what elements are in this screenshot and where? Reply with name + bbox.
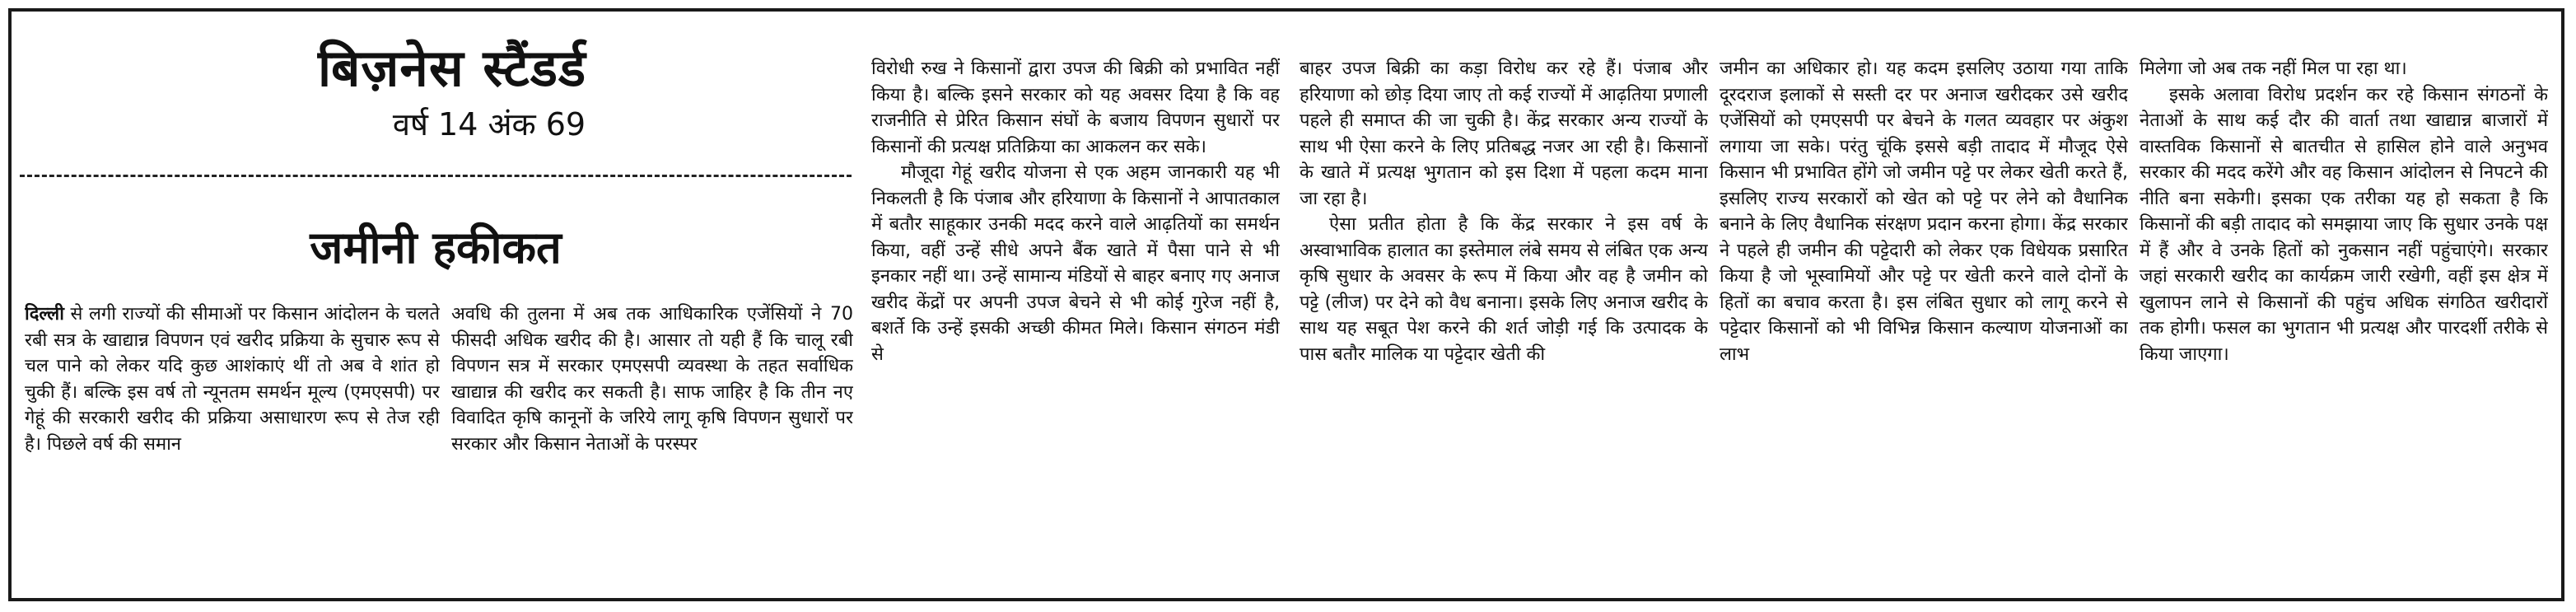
paragraph: मिलेगा जो अब तक नहीं मिल पा रहा था।	[2140, 58, 2407, 79]
article-column-6	[2140, 56, 2548, 583]
paragraph: जमीन का अधिकार हो। यह कदम इसलिए उठाया गया ताकि दूरदराज इलाकों से सस्ती दर पर अनाज खरीदकर उसे खरीद एजेंसियों को एमएसपी पर बेचने के गलत व्यवहार पर अंकुश लगाया जा सके। परंतु चूंकि इससे बड़ी तादाद में मौजूद ऐसे किसान भी प्रभावित होंगे जो जमीन पट्टे पर लेकर खेती करते हैं, इसलिए राज्य सरकारों को खेत को पट्टे पर लेने को वैधानिक बनाने के लिए वैधानिक संरक्षण प्रदान करना होगा। केंद्र सरकार ने पहले ही जमीन की पट्टेदारी को लेकर एक विधेयक प्रसारित किया है जो भूस्वामियों और पट्टे पर खेती करने वाले दोनों के हितों का बचाव करता है। इस लंबित सुधार को लागू करने से पट्टेदार किसानों को भी विभिन्न किसान कल्याण योजनाओं का लाभ	[1720, 58, 2128, 365]
article-column-3	[871, 56, 1280, 583]
dateline: दिल्ली	[25, 304, 64, 325]
column-text: अवधि की तुलना में अब तक आधिकारिक एजेंसियों ने 70 फीसदी अधिक खरीद की है। आसार तो यही हैं कि चालू रबी विपणन सत्र में सरकार एमएसपी व्यवस्था के तहत सर्वाधिक खाद्यान्न की खरीद कर सकती है। साफ जाहिर है कि तीन नए विवादित कृषि कानूनों के जरिये लागू कृषि विपणन सुधारों पर सरकार और किसान नेताओं के परस्पर	[451, 304, 853, 455]
paragraph: बाहर उपज बिक्री का कड़ा विरोध कर रहे हैं। पंजाब और हरियाणा को छोड़ दिया जाए तो कई राज्यों में आढ़तिया प्रणाली पहले ही समाप्त की जा चुकी है। केंद्र सरकार अन्य राज्यों के साथ भी ऐसा करने के लिए प्रतिबद्ध नजर आ रही है। किसानों के खाते में प्रत्यक्ष भुगतान को इस दिशा में पहला कदम माना जा रहा है।	[1300, 58, 1708, 209]
paragraph: मौजूदा गेहूं खरीद योजना से एक अहम जानकारी यह भी निकलती है कि पंजाब और हरियाणा के किसानों ने आपातकाल में बतौर साहूकार उनकी मदद करने वाले आढ़तियों का समर्थन किया, वहीं उन्हें सीधे अपने बैंक खाते में पैसा पाने से भी इनकार नहीं था। उन्हें सामान्य मंडियों से बाहर बनाए गए अनाज खरीद केंद्रों पर अपनी उपज बेचने से भी कोई गुरेज नहीं है, बशर्ते कि उन्हें इसकी अच्छी कीमत मिले। किसान संगठन मंडी से	[871, 162, 1280, 365]
paragraph: ऐसा प्रतीत होता है कि केंद्र सरकार ने इस वर्ष के अस्वाभाविक हालात का इस्तेमाल लंबे समय से लंबित एक अन्य कृषि सुधार के अवसर के रूप में किया और वह है जमीन को पट्टे (लीज) पर देने को वैध बनाना। इसके लिए अनाज खरीद के साथ यह सबूत पेश करने की शर्त जोड़ी गई कि उत्पादक के पास बतौर मालिक या पट्टेदार खेती की	[1300, 214, 1708, 365]
article-headline: जमीनी हकीकत	[310, 222, 562, 273]
dashed-divider	[20, 175, 852, 177]
article-column-2	[451, 301, 853, 582]
column-text: से लगी राज्यों की सीमाओं पर किसान आंदोलन के चलते रबी सत्र के खाद्यान्न विपणन एवं खरीद प्रक्रिया के सुचारु रूप से चल पाने को लेकर यदि कुछ आशंकाएं थीं तो अब वे शांत हो चुकी हैं। बल्कि इस वर्ष तो न्यूनतम समर्थन मूल्य (एमएसपी) पर गेहूं की सरकारी खरीद की प्रक्रिया असाधारण रूप से तेज रही है। पिछले वर्ष की समान	[25, 304, 440, 455]
article-column-5	[1720, 56, 2128, 583]
article-column-4	[1300, 56, 1708, 583]
article-column-1	[25, 301, 440, 582]
paragraph: विरोधी रुख ने किसानों द्वारा उपज की बिक्री को प्रभावित नहीं किया है। बल्कि इसने सरकार को यह अवसर दिया है कि वह राजनीति से प्रेरित किसान संघों के बजाय विपणन सुधारों पर किसानों की प्रत्यक्ष प्रतिक्रिया का आकलन कर सके।	[871, 58, 1280, 157]
newspaper-name: बिज़नेस स्टैंडर्ड	[317, 38, 587, 98]
issue-number: वर्ष 14 अंक 69	[392, 106, 586, 142]
paragraph: इसके अलावा विरोध प्रदर्शन कर रहे किसान संगठनों के नेताओं के साथ कई दौर की वार्ता तथा खाद्यान्न बाजारों में वास्तविक किसानों से बातचीत से हासिल होने वाले अनुभव सरकार की मदद करेंगे और वह किसान आंदोलन से निपटने की नीति बना सकेगी। इसका एक तरीका यह हो सकता है कि किसानों की बड़ी तादाद को समझाया जाए कि सुधार उनके पक्ष में हैं और वे उनके हितों को नुकसान नहीं पहुंचाएंगे। सरकार जहां सरकारी खरीद का कार्यक्रम जारी रखेगी, वहीं इस क्षेत्र में खुलापन लाने से किसानों की पहुंच अधिक संगठित खरीदारों तक होगी। फसल का भुगतान भी प्रत्यक्ष और पारदर्शी तरीके से किया जाएगा।	[2140, 84, 2548, 365]
masthead	[20, 38, 852, 183]
